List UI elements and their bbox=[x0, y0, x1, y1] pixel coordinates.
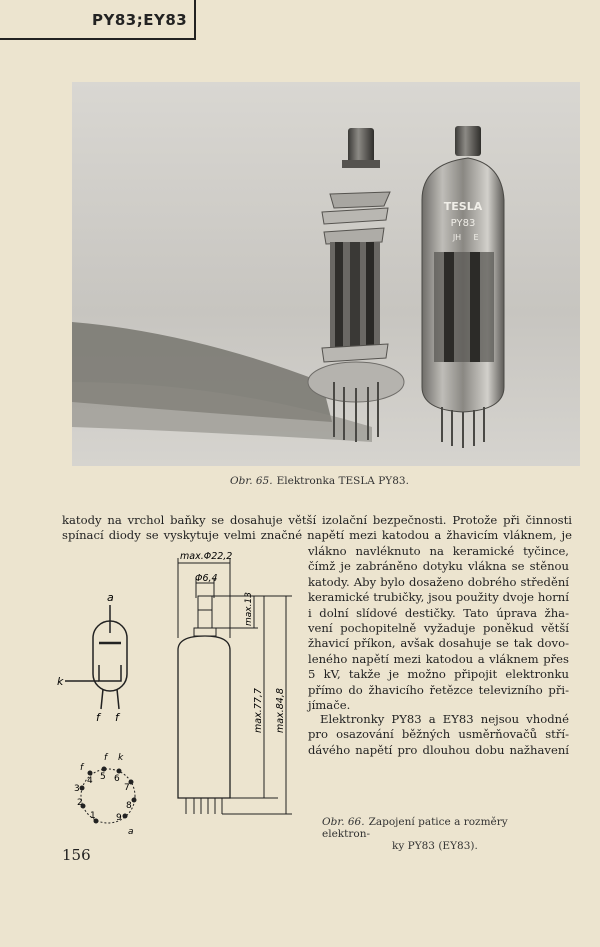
text-line: jímače. bbox=[308, 698, 351, 713]
pin-label-8: 8 bbox=[126, 801, 132, 811]
tube-marking-2: PY83 bbox=[450, 218, 476, 229]
figure-66-caption-line-1: Zapojení patice a rozměry elektron- bbox=[322, 816, 508, 840]
figure-65-caption-text: Elektronka TESLA PY83. bbox=[276, 475, 409, 487]
paragraph-1-full bbox=[62, 513, 572, 544]
cathode-label: k bbox=[57, 675, 64, 688]
diode-schematic-symbol bbox=[55, 585, 145, 725]
text-line: pro osazování běžných usměrňovačů stří- bbox=[308, 727, 569, 742]
base-filament-label-top: f bbox=[104, 753, 108, 763]
text-line: čímž je zabráněno dotyku vlákna se stěnou bbox=[308, 559, 569, 574]
running-header-title: PY83;EY83 bbox=[92, 11, 188, 29]
pin-label-3: 3 bbox=[74, 784, 80, 794]
dim-body-height: max.77,7 bbox=[253, 688, 264, 733]
text-line: vení pochopitelně vyžaduje poněkud větší bbox=[308, 621, 569, 636]
text-line: dávého napětí pro dlouhou dobu nažhavení bbox=[308, 742, 569, 757]
base-anode-label: a bbox=[128, 827, 134, 837]
figure-66-caption-line-2: ky PY83 (EY83). bbox=[392, 840, 478, 852]
filament-label-2: f bbox=[115, 711, 119, 724]
page-number: 156 bbox=[62, 846, 91, 864]
text-line: přímo do žhavicího řetězce televizního při- bbox=[308, 682, 569, 697]
pin-label-5: 5 bbox=[100, 772, 106, 782]
text-line: spínací diody se vyskytuje velmi značné napětí mezi katodou a žhavicím vláknem, je bbox=[62, 528, 572, 543]
figure-66-caption bbox=[322, 816, 552, 852]
pin-label-7: 7 bbox=[124, 783, 130, 793]
text-line: 5 kV, takže je možno připojit elektronku bbox=[308, 667, 569, 682]
tube-encased-illustration bbox=[422, 126, 504, 448]
pin-label-4: 4 bbox=[87, 776, 93, 786]
figure-66-caption-label: Obr. 66. bbox=[322, 816, 365, 828]
dim-cap-diameter: Φ6,4 bbox=[195, 573, 218, 584]
text-line: keramické trubičky, jsou použity dvoje horní bbox=[308, 590, 569, 605]
text-line: katody. Aby bylo dosaženo dobrého středění bbox=[308, 574, 569, 589]
dim-total-height: max.84,8 bbox=[275, 688, 286, 733]
dim-cap-height: max.13 bbox=[244, 592, 254, 626]
text-line: i dolní slídové destičky. Tato úprava žha- bbox=[308, 605, 569, 620]
text-line: Elektronky PY83 a EY83 nejsou vhodné bbox=[320, 712, 569, 726]
text-line: žhavicí příkon, avšak dosahuje se tak dovo- bbox=[308, 636, 569, 651]
base-pinout-diagram bbox=[68, 748, 148, 840]
text-line: vlákno navléknuto na keramické tyčince, bbox=[308, 544, 569, 558]
figure-65-photo bbox=[72, 82, 580, 466]
paragraph-2 bbox=[308, 712, 569, 758]
base-cathode-label: k bbox=[118, 753, 124, 763]
figure-65-caption bbox=[230, 475, 409, 487]
pin-label-2: 2 bbox=[77, 798, 83, 808]
figure-65-caption-label: Obr. 65. bbox=[230, 475, 273, 487]
dim-outer-diameter: max.Φ22,2 bbox=[180, 551, 233, 562]
filament-label-1: f bbox=[96, 711, 100, 724]
tube-marking-1: TESLA bbox=[443, 200, 483, 213]
tube-marking-4: E bbox=[473, 233, 479, 242]
pin-label-9: 9 bbox=[116, 813, 122, 823]
text-line: katody na vrchol baňky se dosahuje větší izolační bezpečnosti. Protože při činnosti bbox=[62, 513, 572, 527]
anode-label: a bbox=[107, 591, 114, 604]
pin-label-6: 6 bbox=[114, 774, 120, 784]
base-filament-label-left: f bbox=[80, 763, 84, 773]
tube-marking-3: JH bbox=[452, 233, 462, 242]
pin-label-1: 1 bbox=[90, 811, 96, 821]
text-line: leného napětí mezi katodou a vláknem přes bbox=[308, 651, 569, 666]
tube-dimension-drawing bbox=[168, 548, 298, 820]
paragraph-1-column bbox=[308, 544, 569, 713]
